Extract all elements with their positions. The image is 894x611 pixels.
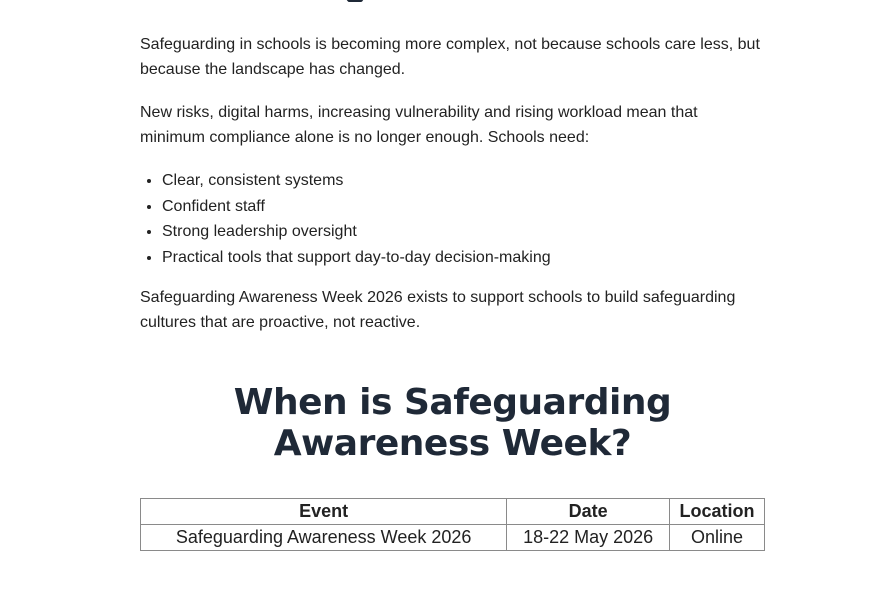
list-item: • Strong leadership oversight [162,219,551,245]
intro-paragraph-2: New risks, digital harms, increasing vulnerability and rising workload mean that minimum compliance alone is no longer enough. Schools need: [140,104,698,146]
table-header-row [141,499,765,525]
list-item: • Practical tools that support day-to-day decision-making [162,245,551,271]
column-header-location: Location [670,499,765,525]
table-row [141,525,765,551]
intro-paragraph-3: Safeguarding Awareness Week 2026 exists to support schools to build safeguarding cultures that are proactive, not reactive. [140,289,736,331]
column-header-event: Event [141,499,507,525]
event-location-cell: Online [670,525,765,551]
events-table [140,498,765,551]
cropped-heading-fragment [340,0,370,2]
section-heading: When is Safeguarding Awareness Week? [233,382,672,464]
intro-paragraph-1: Safeguarding in schools is becoming more complex, not because schools care less, but because the landscape has changed. [140,36,760,78]
school-needs-list [140,168,551,270]
event-name-cell: Safeguarding Awareness Week 2026 [141,525,507,551]
event-date-cell: 18-22 May 2026 [507,525,670,551]
list-item: • Clear, consistent systems [162,168,551,194]
column-header-date: Date [507,499,670,525]
list-item: • Confident staff [162,194,551,220]
